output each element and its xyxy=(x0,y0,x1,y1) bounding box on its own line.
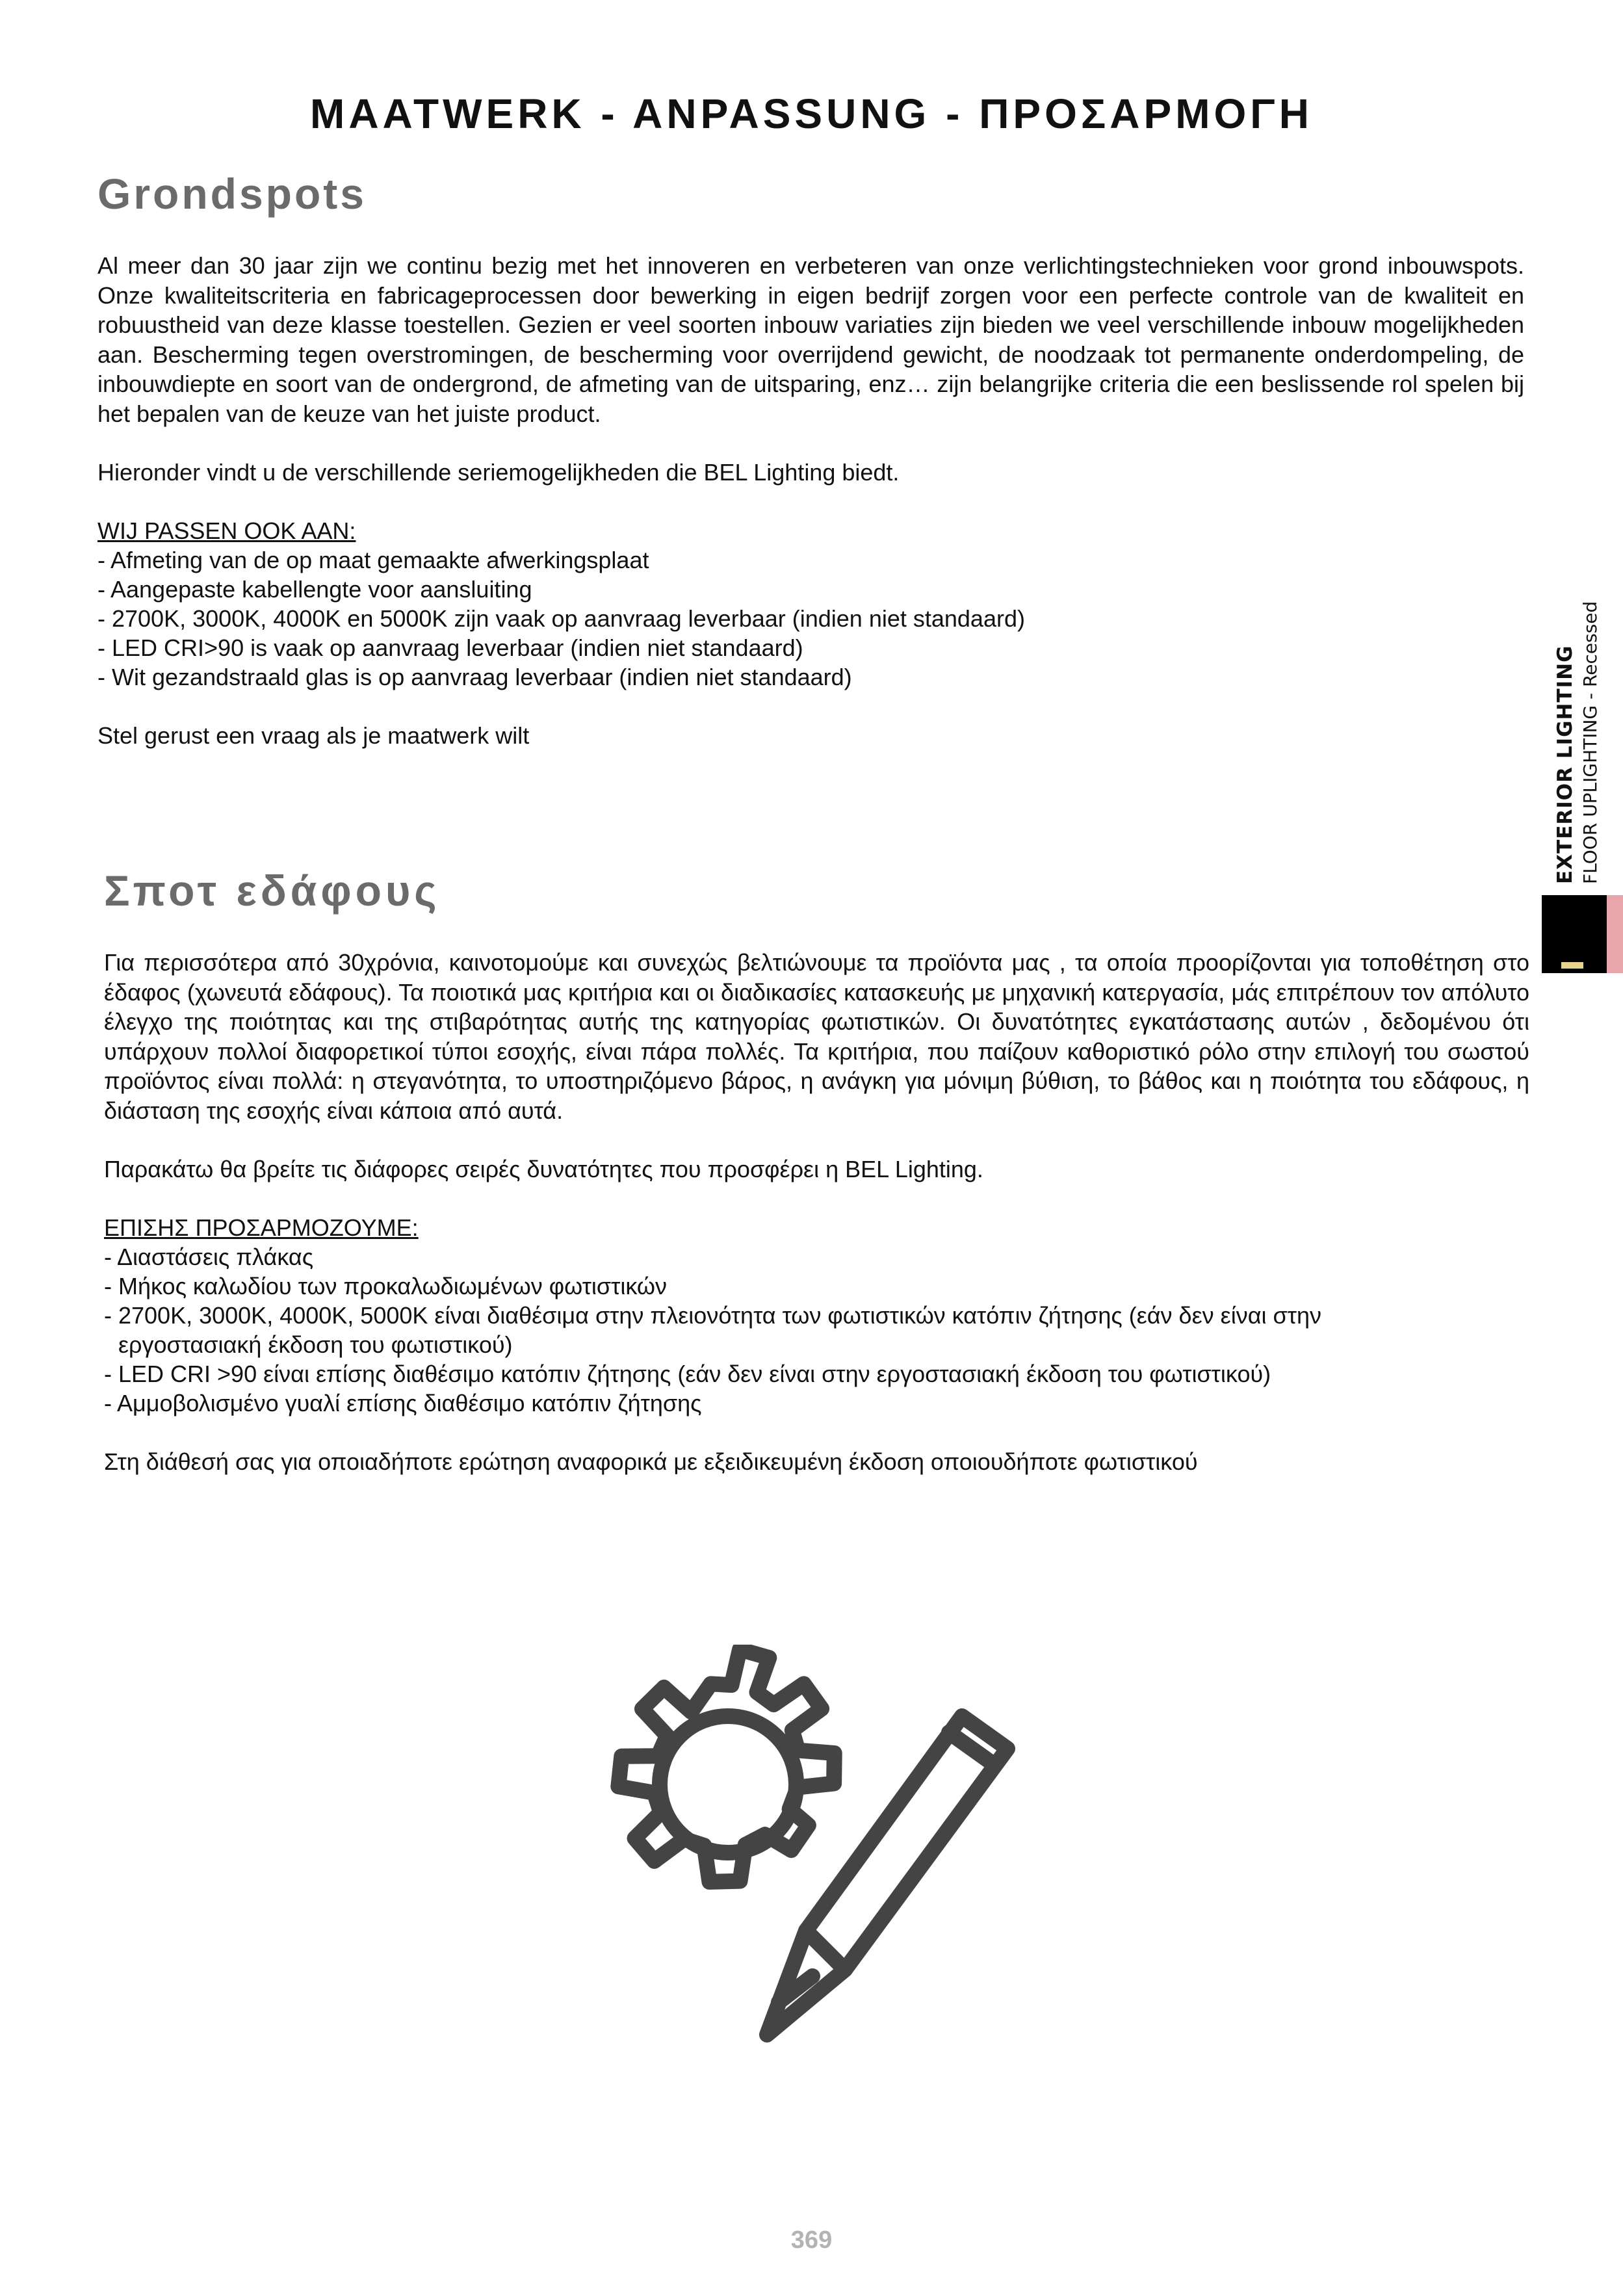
list-item: εργοστασιακή έκδοση του φωτιστικού) xyxy=(118,1331,513,1358)
category-side-tab xyxy=(1542,559,1613,884)
category-color-strip xyxy=(1607,895,1623,973)
page-number: 369 xyxy=(790,2226,833,2254)
category-label: EXTERIOR LIGHTING xyxy=(1553,645,1577,884)
page-title: MAATWERK - ANPASSUNG - ΠΡΟΣΑΡΜΟΓΗ xyxy=(310,90,1313,137)
greek-intro: Για περισσότερα από 30χρόνια, καινοτομούμε και συνεχώς βελτιώνουμε τα προϊόντα μας , τα οποία προορίζονται για τοποθέτηση στο έδαφος (χωνευτά εδάφους). Τα ποιοτικά μας κριτήρια και οι διαδικασίες κατασκευής με μηχανική κατεργασία, μάς επιτρέπουν τον απόλυτο έλεγχο της ποιότητας και της στιβαρότητας αυτής της κατηγορίας φωτιστικών. Οι δυνατότητες εγκατάστασης αυτών , δεδομένου ότι υπάρχουν πολλοί διαφορετικοί τύποι εσοχής, είναι πάρα πολλές. Τα κριτήρια, που παίζουν καθοριστικό ρόλο στην επιλογή του σωστού προϊόντος είναι πολλά: η στεγανότητα, το υποστηριζόμενο βάρος, η ανάγκη για μόνιμη βύθιση, το βάθος και η ποιότητα του εδάφους, η διάσταση της εσοχής είναι κάποια από αυτά. xyxy=(104,949,1529,1124)
list-item: - Αμμοβολισμένο γυαλί επίσης διαθέσιμο κατόπιν ζήτησης xyxy=(104,1390,702,1416)
dutch-intro: Al meer dan 30 jaar zijn we continu bezig met het innoveren en verbeteren van onze verlichtingstechnieken voor grond inbouwspots. Onze kwaliteitscriteria en fabricageprocessen door bewerking in eigen bedrijf zorgen voor een perfecte controle van de kwaliteit en robuustheid van deze klasse toestellen. Gezien er veel soorten inbouw variaties zijn bieden we veel verschillende inbouw mogelijkheden aan. Bescherming tegen overstromingen, de bescherming voor overrijdend gewicht, de noodzaak tot permanente onderdompeling, de inbouwdiepte en soort van de ondergrond, de afmeting van de uitsparing, enz… zijn belangrijke criteria die een beslissende rol spelen bij het bepalen van de keuze van het juiste product. xyxy=(97,252,1524,427)
list-item: - Μήκος καλωδίου των προκαλωδιωμένων φωτιστικών xyxy=(104,1273,668,1299)
greek-list-heading: ΕΠΙΣΗΣ ΠΡΟΣΑΡΜΟΖΟΥΜΕ: xyxy=(104,1214,419,1241)
list-item: - Διαστάσεις πλάκας xyxy=(104,1244,314,1270)
dutch-series-line: Hieronder vindt u de verschillende seriemogelijkheden die BEL Lighting biedt. xyxy=(97,459,900,486)
list-item: - LED CRI>90 is vaak op aanvraag leverbaar (indien niet standaard) xyxy=(97,634,803,661)
list-item: - 2700K, 3000K, 4000K en 5000K zijn vaak op aanvraag leverbaar (indien niet standaard) xyxy=(97,605,1025,632)
greek-closing: Στη διάθεσή σας για οποιαδήποτε ερώτηση αναφορικά με εξειδικευμένη έκδοση οποιουδήποτε φωτιστικού xyxy=(104,1448,1198,1475)
list-item: - Afmeting van de op maat gemaakte afwerkingsplaat xyxy=(97,547,649,573)
list-item: - Wit gezandstraald glas is op aanvraag leverbaar (indien niet standaard) xyxy=(97,664,852,690)
list-item: - LED CRI >90 είναι επίσης διαθέσιμο κατόπιν ζήτησης (εάν δεν είναι στην εργοστασιακή έκδοση του φωτιστικού) xyxy=(104,1361,1271,1387)
dutch-closing: Stel gerust een vraag als je maatwerk wilt xyxy=(97,722,530,749)
dutch-list-heading: WIJ PASSEN OOK AAN: xyxy=(97,517,356,544)
dutch-heading: Grondspots xyxy=(97,170,367,218)
subcategory-label: FLOOR UPLIGHTING - Recessed xyxy=(1579,601,1601,884)
greek-series-line: Παρακάτω θα βρείτε τις διάφορες σειρές δυνατότητες που προσφέρει η BEL Lighting. xyxy=(104,1156,983,1182)
list-item: - Aangepaste kabellengte voor aansluiting xyxy=(97,576,532,603)
greek-heading: Σποτ εδάφους xyxy=(104,867,441,915)
list-item: - 2700K, 3000K, 4000K, 5000K είναι διαθέσιμα στην πλειονότητα των φωτιστικών κατόπιν ζήτησης (εάν δεν είναι στην xyxy=(104,1302,1321,1329)
category-marker-accent xyxy=(1561,962,1583,969)
gear-pencil-icon xyxy=(572,1645,1053,2061)
greek-section xyxy=(104,866,1529,1476)
dutch-section xyxy=(97,169,1524,750)
category-marker xyxy=(1542,895,1607,973)
